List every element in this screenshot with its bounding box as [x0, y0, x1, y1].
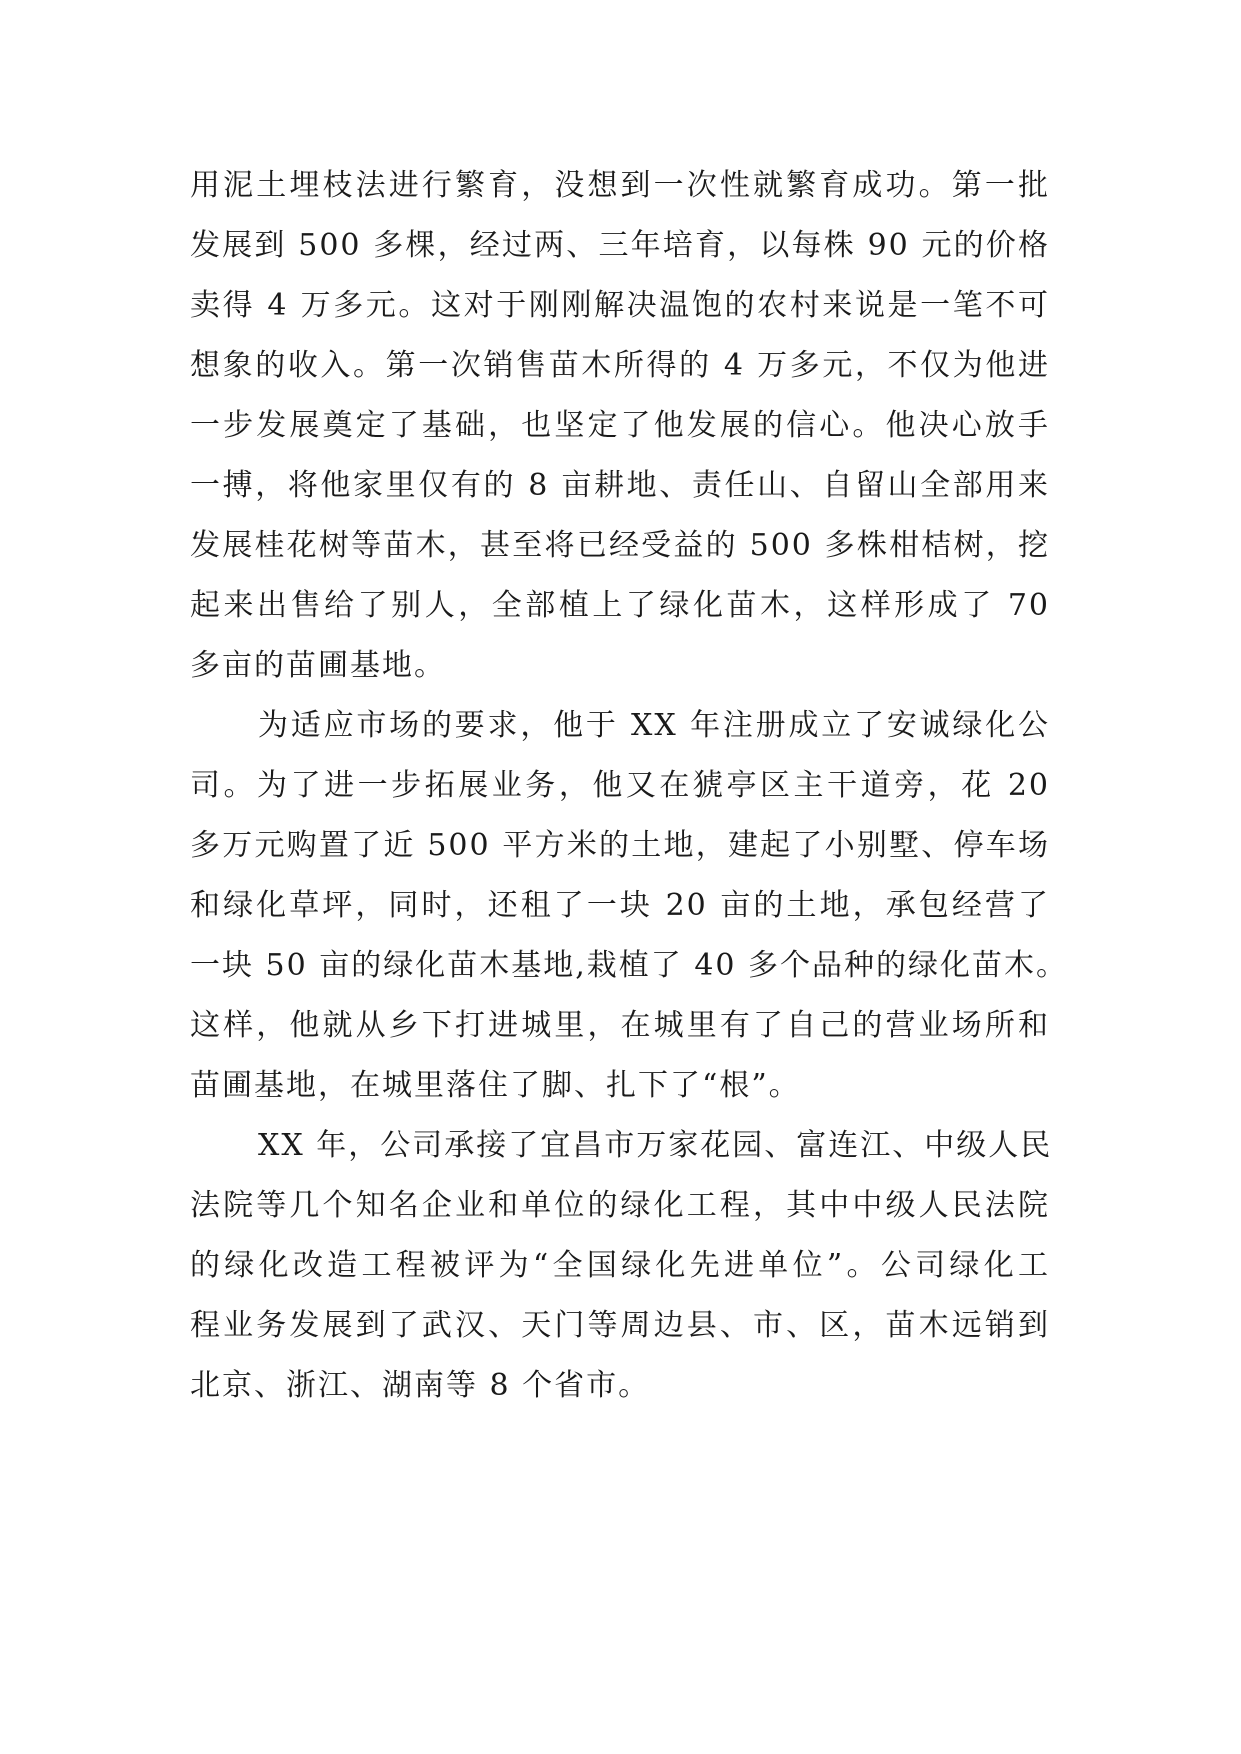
document-body: [190, 156, 1069, 1416]
text-line: 多亩的苗圃基地。: [190, 648, 446, 683]
text-line: 程业务发展到了武汉、天门等周边县、市、区，苗木远销到: [190, 1308, 1050, 1343]
text-line: 发展桂花树等苗木，甚至将已经受益的 500 多株柑桔树，挖: [190, 528, 1050, 563]
text-line: 想象的收入。第一次销售苗木所得的 4 万多元，不仅为他进: [190, 348, 1050, 383]
text-line: 为适应市场的要求，他于 XX 年注册成立了安诚绿化公: [258, 708, 1050, 743]
text-line: 用泥土埋枝法进行繁育，没想到一次性就繁育成功。第一批: [190, 168, 1050, 203]
text-line: 起来出售给了别人，全部植上了绿化苗木，这样形成了 70: [190, 588, 1050, 623]
text-line: 北京、浙江、湖南等 8 个省市。: [190, 1368, 651, 1403]
text-line: 一搏，将他家里仅有的 8 亩耕地、责任山、自留山全部用来: [190, 468, 1050, 503]
text-line: 发展到 500 多棵，经过两、三年培育，以每株 90 元的价格: [190, 228, 1050, 263]
paragraph-2: [190, 696, 1069, 1116]
text-line: XX 年，公司承接了宜昌市万家花园、富连江、中级人民: [258, 1128, 1053, 1163]
text-line: 一步发展奠定了基础，也坚定了他发展的信心。他决心放手: [190, 408, 1050, 443]
text-line: 和绿化草坪，同时，还租了一块 20 亩的土地，承包经营了: [190, 888, 1050, 923]
text-line: 这样，他就从乡下打进城里，在城里有了自己的营业场所和: [190, 1008, 1050, 1043]
text-line: 多万元购置了近 500 平方米的土地，建起了小别墅、停车场: [190, 828, 1050, 863]
text-line: 苗圃基地，在城里落住了脚、扎下了“根”。: [190, 1068, 801, 1103]
text-line: 卖得 4 万多元。这对于刚刚解决温饱的农村来说是一笔不可: [190, 288, 1050, 323]
paragraph-1: [190, 156, 1050, 696]
text-line: 的绿化改造工程被评为“全国绿化先进单位”。公司绿化工: [190, 1248, 1050, 1283]
text-line: 一块 50 亩的绿化苗木基地,栽植了 40 多个品种的绿化苗木。: [190, 948, 1069, 983]
text-line: 司。为了进一步拓展业务，他又在猇亭区主干道旁，花 20: [190, 768, 1050, 803]
paragraph-3: [190, 1116, 1053, 1416]
text-line: 法院等几个知名企业和单位的绿化工程，其中中级人民法院: [190, 1188, 1050, 1223]
